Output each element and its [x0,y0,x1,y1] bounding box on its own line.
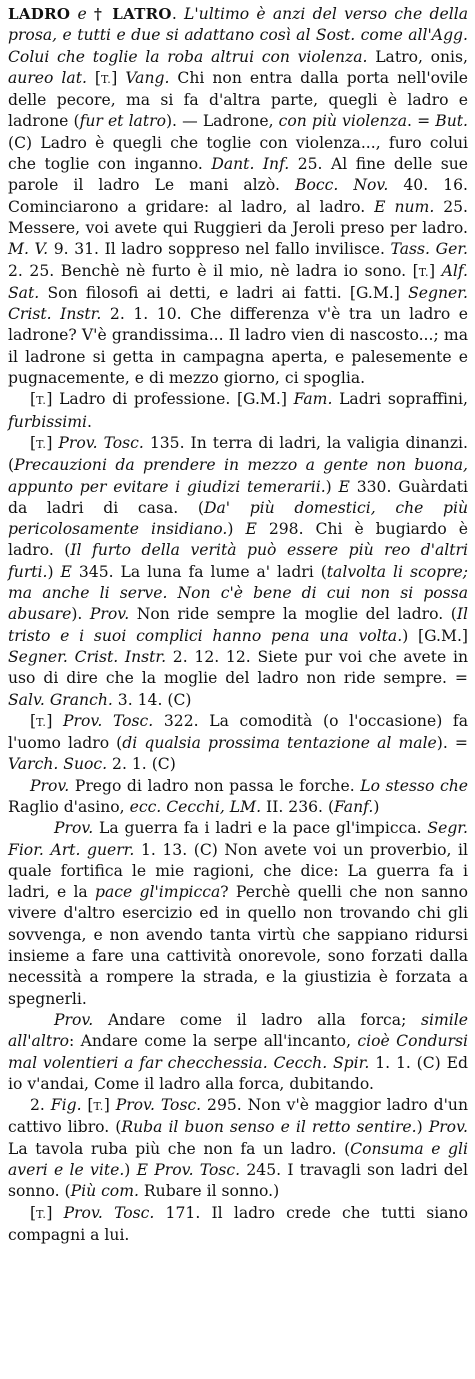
italic-text: L'ultimo è anzi del verso che della prosa, e tutti e due si adattano così al Sost. come all'Agg. Colui che toglie la roba altrui con violenza. [8,5,468,66]
text-run: 345. La luna fa lume a' ladri ( [71,562,327,581]
italic-text: Segner. Crist. Instr. [8,283,468,324]
text-run: ). [71,605,90,624]
text-run: ? Perchè quelli che non sanno vivere d'altro esercizio ed in quello non trovando chi gli sovvenga, e non avendo tanta virtù che sappiano ridursi insieme a fare una cattività onorevole, sono forzati dalla necessità a rompere la strada, e la giustizia è forzata a spegnerli. [8,883,468,1008]
italic-text: Tass. Ger. [390,240,469,259]
italic-text: Bocc. Nov. [295,176,389,195]
text-run: 322. La comodità (o l'occasione) fa l'uomo ladro ( [8,711,468,753]
italic-text: Precauzioni da prendere in mezzo a gente non buona, appunto per evitare i giudizi temerarii. [8,456,468,496]
text-run: [ [86,68,102,87]
small-caps-tag: T. [36,437,47,451]
text-run: [ [81,1096,94,1115]
italic-text: E [60,562,72,581]
text-run: II. 236. ( [261,797,335,816]
text-run: 330. Guàrdati da ladri di casa. ( [8,477,469,517]
text-run: ). — Ladrone, [165,112,279,131]
italic-text: pace gl'impicca [95,883,221,902]
italic-text: Consuma e gli averi e le vite. [8,1139,468,1180]
text-run: : Andare come la serpe all'incanto, [68,1032,358,1051]
italic-text: E [338,477,350,496]
text-run: . [87,412,92,431]
italic-text: Prov. Tosc. [63,1203,155,1222]
italic-text: Prov. [89,605,130,624]
italic-text: E [245,520,257,539]
small-caps-tag: T. [101,72,112,86]
italic-text: Prov. Tosc. [115,1096,202,1115]
text-run: 25. Al fine delle sue parole il ladro Le mani alzò. [8,155,468,195]
text-run: ] [103,1096,116,1115]
text-run: 135. In terra di ladri, la valigia dinanzi. ( [8,433,469,475]
text-run: ) [227,520,246,539]
italic-text: con più violenza [278,112,408,131]
text-run: Chi non entra dalla porta nell'ovile delle pecore, ma si fa d'altra parte, quegli è ladro e ladrone ( [8,68,469,131]
italic-text: Prov. [30,776,70,795]
text-run: ] [46,1203,64,1222]
italic-text: Prov. [428,1118,468,1137]
text-run: ) [373,797,380,816]
text-run: ) [416,1118,429,1137]
text-run: ) [47,562,61,581]
italic-text: ecc. Cecchi, LM. [129,797,262,816]
italic-text: Prov. [54,1010,94,1029]
italic-text: Lo stesso che [360,776,468,795]
text-run: . [171,5,185,23]
text-run: Prego di ladro non passa le forche. [69,776,361,795]
text-run: 1. 13. (C) Non avete voi un proverbio, il quale fortifica le mie ragioni, che dice: La guerra fa i ladri, e la [8,840,469,902]
text-run: ) [124,1161,137,1180]
text-run: 2. 1. 10. Che differenza v'è tra un ladro e ladrone? V'è grandissima... Il ladro vien di nascosto...; ma il ladrone si getta in campagna aperta, e palesemente e pugnacemente, e di mezzo giorno, ci spoglia. [8,305,469,388]
text-run: Non ride sempre la moglie del ladro. ( [129,605,457,624]
text-run: ] [46,433,59,452]
italic-text: Prov. Tosc. [58,433,144,452]
italic-text: di qualsia prossima tentazione al male [122,734,437,753]
italic-text: simile all'altro [8,1010,468,1051]
headword: † LATRO [93,5,172,23]
text-run: 2. 12. 12. Siete pur voi che avete in uso di dire che la moglie del ladro non ride sempre. = [8,647,468,688]
entry-proverbi-toscani [8,433,468,711]
italic-text: talvolta li scopre; ma anche li serve. Non c'è bene di cui non si possa abusare [8,562,469,624]
text-run: 3. 14. (C) [112,690,192,709]
text-run: [ [30,390,37,409]
italic-text: Prov. Tosc. [63,711,154,730]
italic-text: Il tristo e i suoi complici hanno pena una volta. [8,605,468,645]
entry-figurato [8,1095,468,1202]
italic-text: Vang. [125,68,170,87]
italic-text: cioè Condursi mal volentieri a far checchessia. Cecch. Spir. [8,1032,468,1072]
headword: LADRO [8,5,71,23]
italic-text: Fam. [293,390,333,409]
italic-text: furbissimi [8,412,88,431]
entry-ladro-professione [8,389,468,433]
italic-text: Alf. Sat. [8,261,468,302]
text-run: ) [G.M.] [402,626,468,645]
text-run: 298. Chi è bugiardo è ladro. ( [8,520,469,560]
text-run: 295. Non v'è maggior ladro d'un cattivo libro. ( [8,1096,468,1137]
italic-text: M. V. [8,240,49,259]
italic-text: E num. [374,197,435,216]
text-run: ] [428,261,442,280]
entry-comodita [8,711,468,776]
italic-text: aureo lat. [8,68,87,87]
text-run: La tavola ruba più che non fa un ladro. ( [8,1139,351,1158]
text-run: ] [46,711,64,730]
text-run: [ [30,1203,37,1222]
text-run: Raglio d'asino, [8,797,130,816]
small-caps-tag: T. [93,1100,104,1114]
entry-ladro-crede [8,1203,468,1247]
text-run: 245. I travagli son ladri del sonno. ( [8,1161,469,1201]
italic-text: E Prov. Tosc. [136,1161,241,1180]
text-run: 2. 25. Benchè nè furto è il mio, nè ladra io sono. [ [8,261,419,280]
text-run: Ladri sopraffini, [332,390,469,409]
italic-text: Il furto della verità può essere più reo d'altri furti. [8,541,468,581]
italic-text: Salv. Granch. [8,690,113,709]
small-caps-tag: T. [418,265,429,279]
text-run: 25. Messere, voi avete qui Ruggieri da Jeroli preso per ladro. [8,197,468,237]
small-caps-tag: T. [36,394,47,408]
entry-andare-alla-forca [8,1010,468,1095]
text-run: [ [30,433,37,452]
text-run: Andare come il ladro alla forca; [93,1010,422,1029]
text-run: ] [111,68,126,87]
text-run: La guerra fa i ladri e la pace gl'impicca. [93,819,428,838]
italic-text: But. [435,112,468,131]
italic-text: Fig. [50,1096,82,1115]
entry-guerra-fa-i-ladri [8,818,468,1010]
small-caps-tag: T. [36,715,47,729]
text-run: (C) Ladro è quegli che toglie con violenza..., furo colui che toglie con inganno. [8,133,468,174]
text-run: 40. 16. Cominciarono a gridare: al ladro, al ladro. [8,176,469,216]
italic-text: fur et latro [79,112,166,131]
italic-text: Segr. Fior. Art. guerr. [8,819,468,859]
text-run: . = [407,112,436,131]
text-run: 2. [30,1096,51,1115]
entry-prego-di-ladro [8,776,468,819]
italic-text: Dant. Inf. [211,155,290,174]
text-run: Latro, onis, [367,47,468,66]
italic-text: Segner. Crist. Instr. [8,647,167,666]
italic-text: Prov. [54,819,94,838]
italic-text: Varch. Suoc. [8,755,108,774]
text-run: Son filosofi ai detti, e ladri ai fatti. [G.M.] [39,283,409,302]
text-run: 1. 1. (C) Ed io v'andai, Come il ladro alla forca, dubitando. [8,1053,468,1093]
italic-text: Ruba il buon senso e il retto sentire. [121,1118,417,1137]
text-run: ] Ladro di professione. [G.M.] [46,390,294,409]
italic-text: e [70,5,94,23]
text-run: [ [30,711,37,730]
italic-text: Più com. [70,1182,139,1201]
italic-text: Da' più domestici, che più pericolosamente insidiano. [8,498,469,539]
small-caps-tag: T. [36,1207,47,1221]
text-run: Rubare il sonno.) [138,1182,280,1201]
italic-text: Fanf. [334,797,374,816]
text-run: 9. 31. Il ladro soppreso nel fallo invilisce. [48,240,391,259]
text-run: ). = [436,734,468,753]
text-run: ) [325,477,339,496]
text-run: 171. Il ladro crede che tutti siano compagni a lui. [8,1203,468,1244]
text-run: 2. 1. (C) [107,755,176,774]
entry-ladro-definition [8,4,468,389]
